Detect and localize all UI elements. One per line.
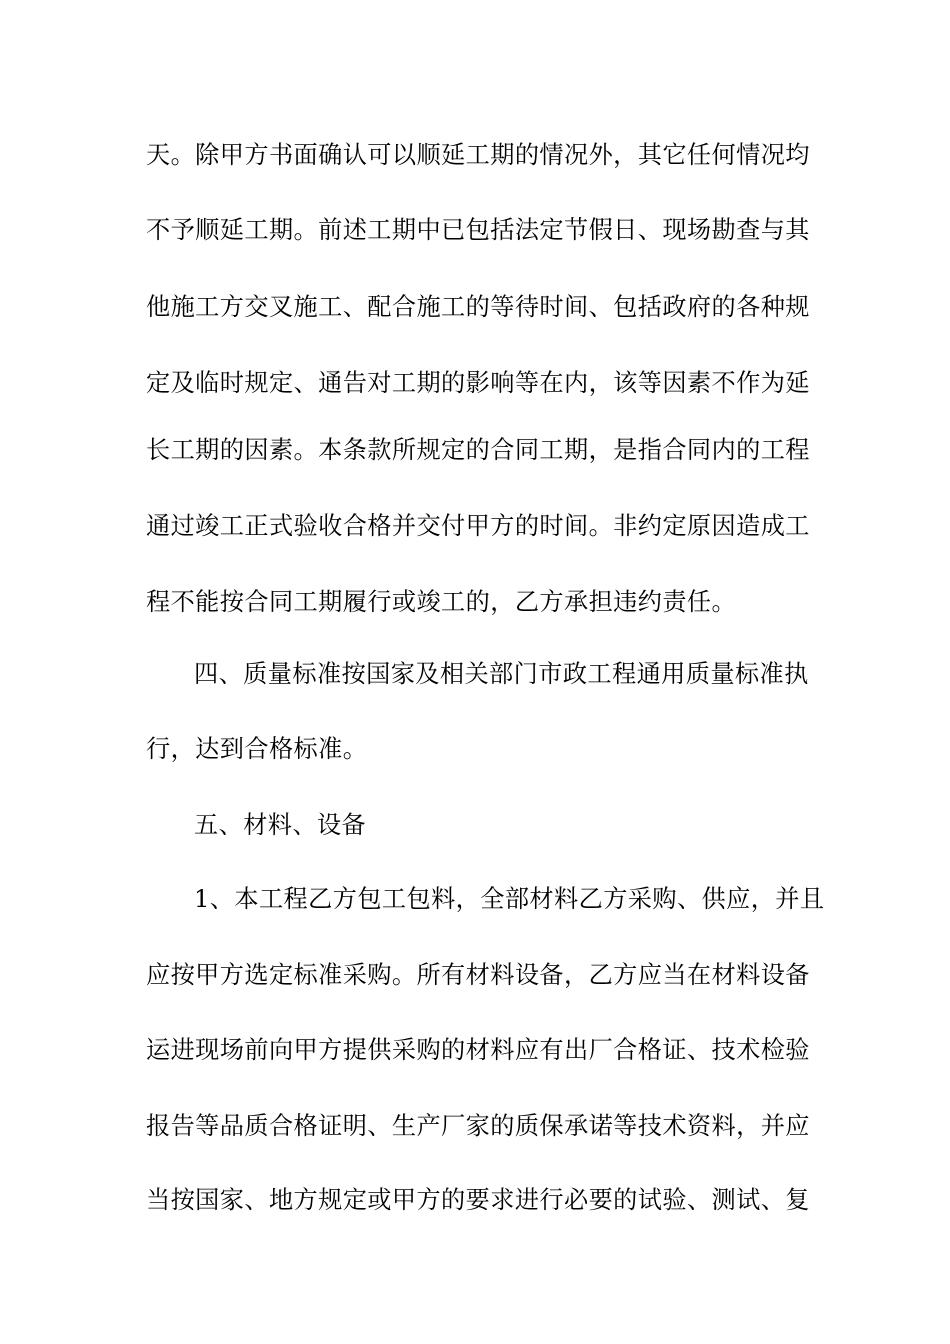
section-four-line-1: 四、质量标准按国家及相关部门市政工程通用质量标准执 [194, 660, 809, 688]
section-four-line-2: 行，达到合格标准。 [146, 735, 368, 763]
item-1-line-5: 当按国家、地方规定或甲方的要求进行必要的试验、测试、复 [146, 1186, 810, 1214]
text-line-5: 长工期的因素。本条款所规定的合同工期，是指合同内的工程 [146, 436, 810, 464]
text-line-1: 天。除甲方书面确认可以顺延工期的情况外，其它任何情况均 [146, 141, 810, 169]
item-1-line-1: 1、本工程乙方包工包料，全部材料乙方采购、供应，并且 [194, 885, 825, 913]
text-line-4: 定及临时规定、通告对工期的影响等在内，该等因素不作为延 [146, 369, 810, 397]
item-1-line-2: 应按甲方选定标准采购。所有材料设备，乙方应当在材料设备 [146, 961, 810, 989]
text-line-7: 程不能按合同工期履行或竣工的，乙方承担违约责任。 [146, 588, 737, 616]
item-1-line-4: 报告等品质合格证明、生产厂家的质保承诺等技术资料，并应 [146, 1112, 810, 1140]
item-1-line-3: 运进现场前向甲方提供采购的材料应有出厂合格证、技术检验 [146, 1036, 810, 1064]
text-line-2: 不予顺延工期。前述工期中已包括法定节假日、现场勘查与其 [146, 216, 810, 244]
text-line-6: 通过竣工正式验收合格并交付甲方的时间。非约定原因造成工 [146, 512, 810, 540]
section-five-heading: 五、材料、设备 [194, 811, 367, 839]
text-line-3: 他施工方交叉施工、配合施工的等待时间、包括政府的各种规 [146, 293, 810, 321]
